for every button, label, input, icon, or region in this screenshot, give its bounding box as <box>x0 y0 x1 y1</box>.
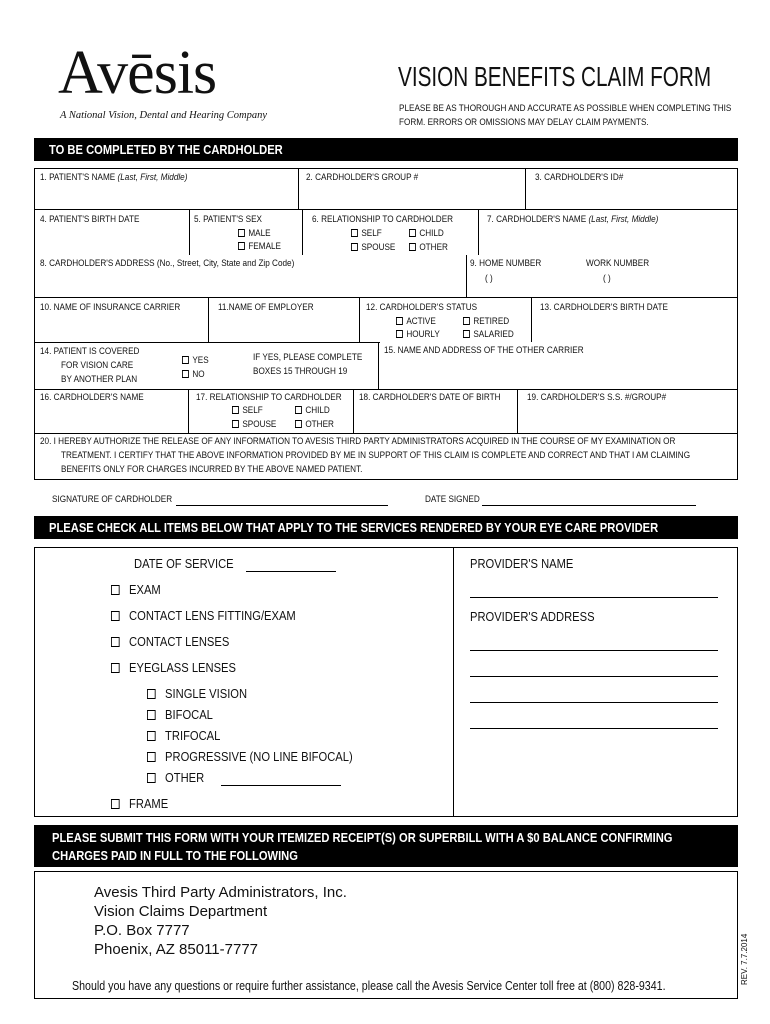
section-cardholder-heading: TO BE COMPLETED BY THE CARDHOLDER <box>34 138 738 161</box>
contact-lenses-option[interactable]: CONTACT LENSES <box>111 634 229 649</box>
date-signed-label: DATE SIGNED <box>425 494 480 505</box>
revision-label: REV. 7.7.2014 <box>740 933 749 985</box>
rel17-self-option[interactable]: SELF <box>232 405 263 417</box>
checkbox-icon <box>396 317 403 325</box>
single-vision-option[interactable]: SINGLE VISION <box>147 686 247 701</box>
rel17-other-option[interactable]: OTHER <box>295 419 334 431</box>
exam-option[interactable]: EXAM <box>111 582 161 597</box>
authorization-line-2: TREATMENT. I CERTIFY THAT THE ABOVE INFORMATION PROVIDED BY ME IN SUPPORT OF THIS CLAIM IS COMPLETE AND CORRECT AND THAT I AM CLAIMING <box>61 450 691 461</box>
field-9-work-number[interactable]: WORK NUMBER <box>586 258 650 269</box>
form-title: VISION BENEFITS CLAIM FORM <box>398 61 712 92</box>
field-14-line-3: BY ANOTHER PLAN <box>61 374 138 385</box>
field-17-relationship: 17. RELATIONSHIP TO CARDHOLDER <box>196 392 342 403</box>
checkbox-icon <box>111 799 120 809</box>
covered-yes-option[interactable]: YES <box>182 355 209 367</box>
checkbox-icon <box>409 229 416 237</box>
section-services-heading: PLEASE CHECK ALL ITEMS BELOW THAT APPLY TO THE SERVICES RENDERED BY YOUR EYE CARE PROVIDER <box>34 516 738 539</box>
field-19-ss-group[interactable]: 19. CARDHOLDER'S S.S. #/GROUP# <box>527 392 667 403</box>
checkbox-icon <box>295 406 302 414</box>
providers-name-label: PROVIDER'S NAME <box>470 556 574 571</box>
checkbox-icon <box>232 406 239 414</box>
authorization-line-3: BENEFITS ONLY FOR CHARGES INCURRED BY THE ABOVE NAMED PATIENT. <box>61 464 363 475</box>
checkbox-icon <box>111 585 120 595</box>
field-14-line-2: FOR VISION CARE <box>61 360 134 371</box>
field-7-cardholder-name[interactable]: 7. CARDHOLDER'S NAME (Last, First, Middle) <box>487 214 659 225</box>
logo-wordmark: Avēsis <box>58 39 217 107</box>
checkbox-icon <box>351 243 358 251</box>
field-4-patient-birth-date[interactable]: 4. PATIENT'S BIRTH DATE <box>40 214 140 225</box>
field-14-line-1: 14. PATIENT IS COVERED <box>40 346 140 357</box>
contact-fitting-option[interactable]: CONTACT LENS FITTING/EXAM <box>111 608 296 623</box>
checkbox-icon <box>147 731 156 741</box>
checkbox-icon <box>147 773 156 783</box>
logo-tagline: A National Vision, Dental and Hearing Company <box>60 110 267 121</box>
footer-note: Should you have any questions or require further assistance, please call the Avesis Service Center toll free at (800) 828-9341. <box>72 978 666 993</box>
trifocal-option[interactable]: TRIFOCAL <box>147 728 220 743</box>
field-18-cardholder-dob[interactable]: 18. CARDHOLDER'S DATE OF BIRTH <box>359 392 501 403</box>
checkbox-icon <box>147 710 156 720</box>
bifocal-option[interactable]: BIFOCAL <box>147 707 213 722</box>
field-5-patient-sex: 5. PATIENT'S SEX <box>194 214 263 225</box>
signature-label: SIGNATURE OF CARDHOLDER <box>52 494 173 505</box>
providers-address-line-3[interactable] <box>470 702 718 703</box>
checkbox-icon <box>463 317 470 325</box>
mailing-address-line-2: Vision Claims Department <box>94 903 268 920</box>
checkbox-icon <box>111 663 120 673</box>
other-lens-option[interactable]: OTHER <box>147 770 204 785</box>
checkbox-icon <box>182 356 189 364</box>
signature-line[interactable] <box>176 505 388 506</box>
field-9-home-number[interactable]: 9. HOME NUMBER <box>470 258 542 269</box>
field-14-note-1: IF YES, PLEASE COMPLETE <box>253 352 363 363</box>
field-6-relationship: 6. RELATIONSHIP TO CARDHOLDER <box>312 214 454 225</box>
relationship-spouse-option[interactable]: SPOUSE <box>351 242 395 254</box>
other-lens-line[interactable] <box>221 785 341 786</box>
providers-address-line-1[interactable] <box>470 650 718 651</box>
field-2-cardholder-group[interactable]: 2. CARDHOLDER'S GROUP # <box>306 172 419 183</box>
field-13-cardholder-birth-date[interactable]: 13. CARDHOLDER'S BIRTH DATE <box>540 302 668 313</box>
checkbox-icon <box>295 420 302 428</box>
checkbox-icon <box>463 330 470 338</box>
mailing-address-line-1: Avesis Third Party Administrators, Inc. <box>94 884 347 901</box>
providers-address-line-4[interactable] <box>470 728 718 729</box>
providers-address-line-2[interactable] <box>470 676 718 677</box>
rel17-child-option[interactable]: CHILD <box>295 405 330 417</box>
section-submit-heading: PLEASE SUBMIT THIS FORM WITH YOUR ITEMIZED RECEIPT(S) OR SUPERBILL WITH A $0 BALANCE CONFIRMING CHARGES PAID IN FULL TO THE FOLLOWING <box>34 825 738 867</box>
checkbox-icon <box>111 611 120 621</box>
rel17-spouse-option[interactable]: SPOUSE <box>232 419 276 431</box>
authorization-line-1: 20. I HEREBY AUTHORIZE THE RELEASE OF ANY INFORMATION TO AVESIS THIRD PARTY ADMINISTRATORS ACQUIRED IN THE COURSE OF MY EXAMINATION OR <box>40 436 676 447</box>
checkbox-icon <box>351 229 358 237</box>
status-salaried-option[interactable]: SALARIED <box>463 329 514 341</box>
field-11-employer[interactable]: 11.NAME OF EMPLOYER <box>218 302 314 313</box>
work-number-parens: ( ) <box>603 273 611 284</box>
home-number-parens: ( ) <box>485 273 493 284</box>
frame-option[interactable]: FRAME <box>111 796 168 811</box>
status-active-option[interactable]: ACTIVE <box>396 316 436 328</box>
mailing-address-line-4: Phoenix, AZ 85011-7777 <box>94 941 259 958</box>
checkbox-icon <box>147 689 156 699</box>
date-signed-line[interactable] <box>482 505 696 506</box>
field-16-cardholder-name[interactable]: 16. CARDHOLDER'S NAME <box>40 392 144 403</box>
field-3-cardholder-id[interactable]: 3. CARDHOLDER'S ID# <box>535 172 624 183</box>
checkbox-icon <box>396 330 403 338</box>
relationship-self-option[interactable]: SELF <box>351 228 382 240</box>
providers-address-label: PROVIDER'S ADDRESS <box>470 609 595 624</box>
checkbox-icon <box>182 370 189 378</box>
mailing-address-line-3: P.O. Box 7777 <box>94 922 190 939</box>
date-of-service-line[interactable] <box>246 571 336 572</box>
covered-no-option[interactable]: NO <box>182 369 205 381</box>
checkbox-icon <box>409 243 416 251</box>
providers-name-line[interactable] <box>470 597 718 598</box>
status-hourly-option[interactable]: HOURLY <box>396 329 440 341</box>
instructions-line-2: FORM. ERRORS OR OMISSIONS MAY DELAY CLAIM PAYMENTS. <box>399 117 649 128</box>
field-12-cardholder-status: 12. CARDHOLDER'S STATUS <box>366 302 478 313</box>
progressive-option[interactable]: PROGRESSIVE (NO LINE BIFOCAL) <box>147 749 353 764</box>
status-retired-option[interactable]: RETIRED <box>463 316 509 328</box>
relationship-other-option[interactable]: OTHER <box>409 242 448 254</box>
date-of-service-label: DATE OF SERVICE <box>134 556 234 571</box>
avesis-logo <box>58 40 298 125</box>
field-10-insurance-carrier[interactable]: 10. NAME OF INSURANCE CARRIER <box>40 302 181 313</box>
relationship-child-option[interactable]: CHILD <box>409 228 444 240</box>
field-15-other-carrier[interactable]: 15. NAME AND ADDRESS OF THE OTHER CARRIER <box>384 345 584 356</box>
checkbox-icon <box>238 229 245 237</box>
checkbox-icon <box>147 752 156 762</box>
field-1-patient-name[interactable]: 1. PATIENT'S NAME (Last, First, Middle) <box>40 172 188 183</box>
eyeglass-lenses-option[interactable]: EYEGLASS LENSES <box>111 660 236 675</box>
field-8-cardholder-address[interactable]: 8. CARDHOLDER'S ADDRESS (No., Street, City, State and Zip Code) <box>40 258 295 269</box>
checkbox-icon <box>232 420 239 428</box>
field-14-note-2: BOXES 15 THROUGH 19 <box>253 366 348 377</box>
checkbox-icon <box>111 637 120 647</box>
sex-male-option[interactable]: MALE <box>238 228 271 240</box>
instructions-line-1: PLEASE BE AS THOROUGH AND ACCURATE AS POSSIBLE WHEN COMPLETING THIS <box>399 103 732 114</box>
checkbox-icon <box>238 242 245 250</box>
sex-female-option[interactable]: FEMALE <box>238 241 281 253</box>
